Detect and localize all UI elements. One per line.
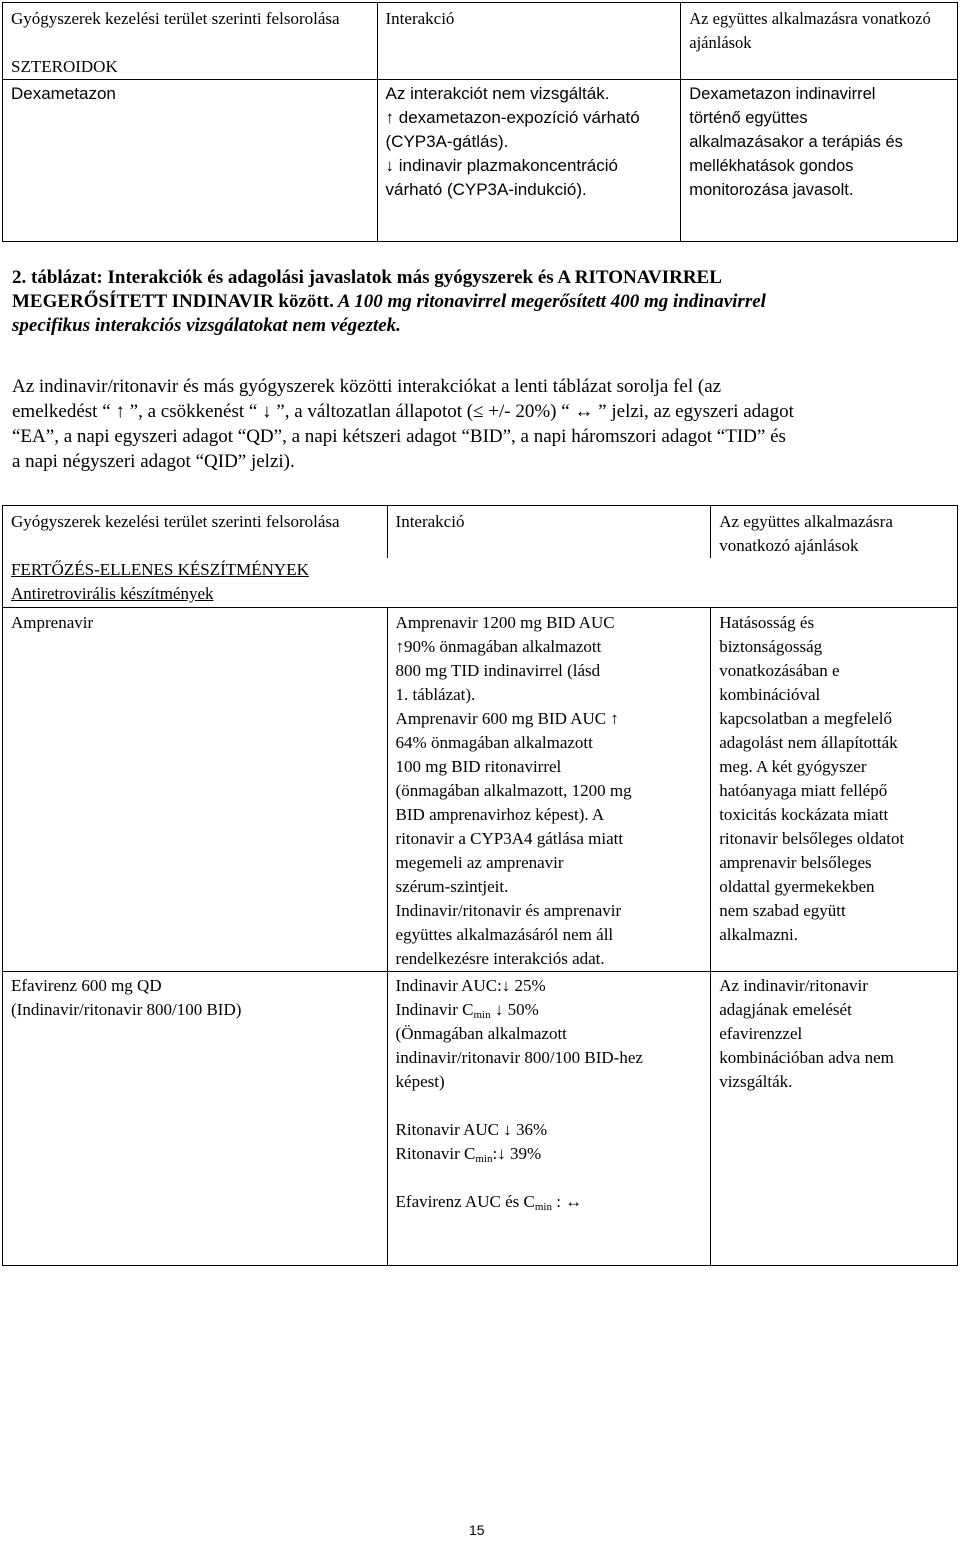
amprenavir-interaction-line: BID amprenavirhoz képest). A [395, 805, 605, 824]
table1-interaction-cell [377, 80, 681, 242]
table1-drug-cell [3, 80, 378, 242]
table1-section-label: SZTEROIDOK [11, 57, 118, 76]
amprenavir-interaction-line: megemeli az amprenavir [395, 853, 564, 872]
efavirenz-note-line: (Önmagában alkalmazott [395, 1024, 567, 1043]
ritonavir-cmin-prefix: Ritonavir C [395, 1144, 476, 1163]
efavirenz-auc-cmin [396, 1190, 703, 1214]
interaction-table-2 [2, 505, 958, 1266]
table2-header-col2 [387, 506, 711, 559]
table1-recommendation-line: monitorozása javasolt. [689, 181, 854, 199]
paragraph-line: emelkedést “ ↑ ”, a csökkenést “ ↓ ”, a változatlan állapotot (≤ +/- 20%) “ ↔ ” jelzi, az egyszeri adagot [12, 401, 794, 422]
amprenavir-recommendation-line: nem szabad együtt [719, 901, 846, 920]
heading-line-2: MEGERŐSÍTETT INDINAVIR között. [12, 291, 334, 312]
ritonavir-cmin [396, 1142, 703, 1166]
amprenavir-interaction-line: szérum-szintjeit. [395, 877, 509, 896]
amprenavir-recommendation-line: toxicitás kockázata miatt [719, 805, 889, 824]
efavirenz-drug-line: Efavirenz 600 mg QD [11, 976, 162, 995]
table2-efavirenz-recommendation-cell [711, 972, 958, 1266]
table1-interaction-line: Az interakciót nem vizsgálták. [385, 84, 610, 103]
amprenavir-recommendation-line: oldattal gyermekekben [719, 877, 875, 896]
amprenavir-recommendation-line: vonatkozásában e [719, 661, 840, 680]
table1-drug-name: Dexametazon [11, 84, 116, 103]
table2-header-col3-text: Az együttes alkalmazásra vonatkozó ajánlások [719, 512, 893, 555]
amprenavir-interaction-line: Indinavir/ritonavir és amprenavir [395, 901, 622, 920]
table1-interaction-line: ↓ indinavir plazmakoncentráció [385, 156, 618, 175]
efavirenz-recommendation-line: efavirenzzel [719, 1024, 803, 1043]
amprenavir-recommendation-line: alkalmazni. [719, 925, 799, 944]
table2-section-label: FERTŐZÉS-ELLENES KÉSZÍTMÉNYEK [11, 560, 309, 579]
table1-recommendation-line: Dexametazon indinavirrel [689, 85, 876, 103]
amprenavir-interaction-line: 64% önmagában alkalmazott [395, 733, 593, 752]
efavirenz-recommendation-line: vizsgálták. [719, 1072, 793, 1091]
table1-header-col3 [681, 3, 958, 56]
table1-interaction-line: (CYP3A-gátlás). [385, 132, 509, 151]
amprenavir-recommendation-line: kapcsolatban a megfelelő [719, 709, 892, 728]
table2-header-col2-text: Interakció [395, 512, 465, 531]
ritonavir-auc: Ritonavir AUC ↓ 36% [395, 1120, 548, 1139]
efavirenz-auc-prefix: Efavirenz AUC és C [395, 1192, 535, 1211]
amprenavir-interaction-line: (önmagában alkalmazott, 1200 mg [395, 781, 632, 800]
table1-header-col3-text: Az együttes alkalmazásra vonatkozó ajánlások [689, 9, 931, 52]
efavirenz-cmin-sub: min [534, 1201, 552, 1213]
table2-amprenavir-interaction-cell [387, 608, 711, 972]
amprenavir-recommendation-line: biztonságosság [719, 637, 823, 656]
table2-subsection-label: Antiretrovirális készítmények [11, 584, 214, 603]
efavirenz-recommendation-line: Az indinavir/ritonavir [719, 976, 868, 995]
amprenavir-recommendation-line: hatóanyaga miatt fellépő [719, 781, 888, 800]
table2-amprenavir-recommendation-cell [711, 608, 958, 972]
amprenavir-recommendation-line: Hatásosság és [719, 613, 815, 632]
amprenavir-interaction-line: 100 mg BID ritonavirrel [395, 757, 562, 776]
interaction-table-1 [2, 2, 958, 242]
efavirenz-drug-line: (Indinavir/ritonavir 800/100 BID) [11, 1000, 242, 1019]
spacer [396, 1094, 703, 1118]
table2-header-col1 [3, 506, 388, 559]
amprenavir-recommendation-line: kombinációval [719, 685, 821, 704]
efavirenz-recommendation-line: adagjának emelését [719, 1000, 852, 1019]
indinavir-auc: Indinavir AUC:↓ 25% [395, 976, 546, 995]
table1-header-col2-text: Interakció [385, 9, 455, 28]
amprenavir-interaction-line: Amprenavir 600 mg BID AUC ↑ [395, 709, 619, 728]
table2-efavirenz-interaction-cell [387, 972, 711, 1266]
table2-header-col3 [711, 506, 958, 559]
amprenavir-interaction-line: együttes alkalmazásáról nem áll [395, 925, 614, 944]
indinavir-cmin-sub: min [473, 1009, 491, 1021]
efavirenz-auc-suffix: : ↔ [551, 1192, 583, 1211]
paragraph-line: “EA”, a napi egyszeri adagot “QD”, a napi kétszeri adagot “BID”, a napi háromszori adagot “TID” és [12, 426, 786, 447]
table1-section-cell [3, 55, 378, 80]
amprenavir-interaction-line: 800 mg TID indinavirrel (lásd [395, 661, 601, 680]
indinavir-cmin-prefix: Indinavir C [395, 1000, 474, 1019]
amprenavir-interaction-line: Amprenavir 1200 mg BID AUC [395, 613, 615, 632]
table2-efavirenz-drug-cell [3, 972, 388, 1266]
table2-amprenavir-drug-cell [3, 608, 388, 972]
paragraph-line: a napi négyszeri adagot “QID” jelzi). [12, 451, 295, 472]
page-number: 15 [469, 1522, 485, 1538]
table1-interaction-line: ↑ dexametazon-expozíció várható [385, 108, 640, 127]
table1-recommendation-cell [681, 80, 958, 242]
amprenavir-recommendation-line: ritonavir belsőleges oldatot [719, 829, 905, 848]
indinavir-cmin [396, 998, 703, 1022]
efavirenz-note-line: indinavir/ritonavir 800/100 BID-hez [395, 1048, 643, 1067]
amprenavir-recommendation-line: amprenavir belsőleges [719, 853, 872, 872]
heading-italic-2: specifikus interakciós vizsgálatokat nem végeztek. [12, 315, 401, 336]
legend-paragraph [12, 374, 947, 474]
table2-amprenavir-drug: Amprenavir [11, 613, 94, 632]
table1-recommendation-line: alkalmazásakor a terápiás és [689, 133, 903, 151]
table2-header-col1-text: Gyógyszerek kezelési terület szerinti felsorolása [11, 512, 340, 531]
table2-section-cell [3, 558, 958, 582]
table1-recommendation-line: mellékhatások gondos [689, 157, 854, 175]
efavirenz-recommendation-line: kombinációban adva nem [719, 1048, 894, 1067]
heading-italic-1: A 100 mg ritonavirrel megerősített 400 mg indinavirrel [333, 291, 766, 312]
table1-section-spacer [377, 55, 681, 80]
heading-line-1: 2. táblázat: Interakciók és adagolási javaslatok más gyógyszerek és A RITONAVIRREL [12, 267, 722, 288]
amprenavir-interaction-line: rendelkezésre interakciós adat. [395, 949, 605, 968]
table1-interaction-line: várható (CYP3A-indukció). [385, 180, 587, 199]
ritonavir-cmin-suffix: :↓ 39% [492, 1144, 542, 1163]
amprenavir-recommendation-line: meg. A két gyógyszer [719, 757, 867, 776]
paragraph-line: Az indinavir/ritonavir és más gyógyszerek közötti interakciókat a lenti táblázat sorolja fel (az [12, 376, 722, 397]
indinavir-cmin-suffix: ↓ 50% [490, 1000, 539, 1019]
amprenavir-recommendation-line: adagolást nem állapították [719, 733, 898, 752]
amprenavir-interaction-line: 1. táblázat). [395, 685, 476, 704]
table1-header-col1-text: Gyógyszerek kezelési terület szerinti felsorolása [11, 9, 340, 28]
amprenavir-interaction-line: ↑90% önmagában alkalmazott [395, 637, 602, 656]
ritonavir-cmin-sub: min [475, 1153, 493, 1165]
table1-section-spacer-2 [681, 55, 958, 80]
table1-recommendation-line: történő együttes [689, 109, 808, 127]
table2-heading [12, 266, 942, 338]
efavirenz-note-line: képest) [395, 1072, 445, 1091]
table2-subsection-cell [3, 582, 958, 608]
table1-header-col2 [377, 3, 681, 56]
table1-header-col1 [3, 3, 378, 56]
amprenavir-interaction-line: ritonavir a CYP3A4 gátlása miatt [395, 829, 624, 848]
spacer [396, 1166, 703, 1190]
